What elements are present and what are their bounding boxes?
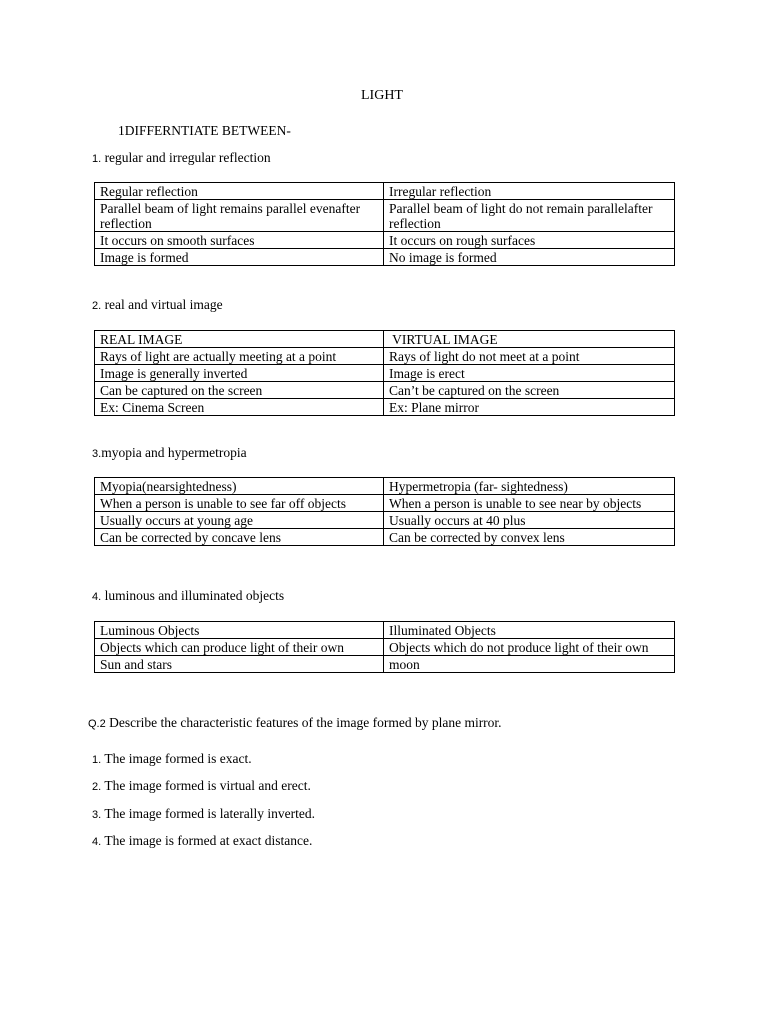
question-2 xyxy=(88,715,502,732)
section-number: 1. xyxy=(92,153,102,165)
answer-number: 4. xyxy=(92,836,102,848)
table-cell: When a person is unable to see far off objects xyxy=(95,495,384,512)
section-number: 3. xyxy=(92,448,102,460)
table-cell: Rays of light are actually meeting at a point xyxy=(95,348,384,365)
table-cell: VIRTUAL IMAGE xyxy=(384,331,675,348)
table-cell: Regular reflection xyxy=(95,183,384,200)
page-title: LIGHT xyxy=(361,88,403,103)
answer-text: The image formed is virtual and erect. xyxy=(104,778,311,793)
question-number: Q.2 xyxy=(88,718,106,730)
table-cell: Parallel beam of light remains parallel evenafter reflection xyxy=(95,200,384,232)
table-cell: No image is formed xyxy=(384,249,675,266)
table-cell: Illuminated Objects xyxy=(384,622,675,639)
answer-text: The image formed is exact. xyxy=(104,751,252,766)
answer-number: 3. xyxy=(92,809,102,821)
comparison-table-reflection xyxy=(94,182,675,266)
table-row xyxy=(95,348,675,365)
table-cell: It occurs on rough surfaces xyxy=(384,232,675,249)
answer-text: The image is formed at exact distance. xyxy=(104,833,313,848)
table-cell: Can be corrected by concave lens xyxy=(95,529,384,546)
section-1-label xyxy=(92,150,271,167)
table-cell: When a person is unable to see near by objects xyxy=(384,495,675,512)
table-cell: Parallel beam of light do not remain parallelafter reflection xyxy=(384,200,675,232)
table-row xyxy=(95,200,675,232)
table-cell: REAL IMAGE xyxy=(95,331,384,348)
table-cell: Image is generally inverted xyxy=(95,365,384,382)
table-cell: Hypermetropia (far- sightedness) xyxy=(384,478,675,495)
answer-number: 1. xyxy=(92,754,102,766)
table-row xyxy=(95,331,675,348)
table-cell: Can’t be captured on the screen xyxy=(384,382,675,399)
section-number: 4. xyxy=(92,591,102,603)
table-cell: Ex: Plane mirror xyxy=(384,399,675,416)
table-row xyxy=(95,529,675,546)
answer-item xyxy=(92,806,315,823)
table-row xyxy=(95,399,675,416)
section-3-label xyxy=(92,445,247,462)
table-row xyxy=(95,249,675,266)
table-cell: Image is erect xyxy=(384,365,675,382)
table-row xyxy=(95,622,675,639)
table-cell: Objects which can produce light of their own xyxy=(95,639,384,656)
table-cell: Can be corrected by convex lens xyxy=(384,529,675,546)
table-cell: Usually occurs at 40 plus xyxy=(384,512,675,529)
table-cell: Image is formed xyxy=(95,249,384,266)
section-title: regular and irregular reflection xyxy=(104,150,271,165)
section-number: 2. xyxy=(92,300,102,312)
table-cell: moon xyxy=(384,656,675,673)
table-row xyxy=(95,183,675,200)
table-cell: Rays of light do not meet at a point xyxy=(384,348,675,365)
answer-item xyxy=(92,833,312,850)
table-row xyxy=(95,512,675,529)
table-cell: Luminous Objects xyxy=(95,622,384,639)
table-row xyxy=(95,382,675,399)
table-cell: Ex: Cinema Screen xyxy=(95,399,384,416)
answer-text: The image formed is laterally inverted. xyxy=(104,806,315,821)
question-text: Describe the characteristic features of the image formed by plane mirror. xyxy=(109,715,502,730)
table-row xyxy=(95,656,675,673)
section-heading: 1DIFFERNTIATE BETWEEN- xyxy=(118,123,291,138)
section-title: luminous and illuminated objects xyxy=(104,588,285,603)
table-row xyxy=(95,365,675,382)
comparison-table-image xyxy=(94,330,675,416)
table-cell: Can be captured on the screen xyxy=(95,382,384,399)
table-cell: Objects which do not produce light of their own xyxy=(384,639,675,656)
answer-number: 2. xyxy=(92,781,102,793)
table-row xyxy=(95,639,675,656)
table-row xyxy=(95,232,675,249)
section-title: myopia and hypermetropia xyxy=(101,445,247,460)
comparison-table-vision xyxy=(94,477,675,546)
table-row xyxy=(95,478,675,495)
section-title: real and virtual image xyxy=(104,297,223,312)
section-2-label xyxy=(92,297,223,314)
table-cell: It occurs on smooth surfaces xyxy=(95,232,384,249)
answer-item xyxy=(92,778,311,795)
answer-item xyxy=(92,751,252,768)
table-cell: Sun and stars xyxy=(95,656,384,673)
table-cell: Irregular reflection xyxy=(384,183,675,200)
table-cell: Usually occurs at young age xyxy=(95,512,384,529)
section-4-label xyxy=(92,588,284,605)
comparison-table-objects xyxy=(94,621,675,673)
table-cell: Myopia(nearsightedness) xyxy=(95,478,384,495)
table-row xyxy=(95,495,675,512)
